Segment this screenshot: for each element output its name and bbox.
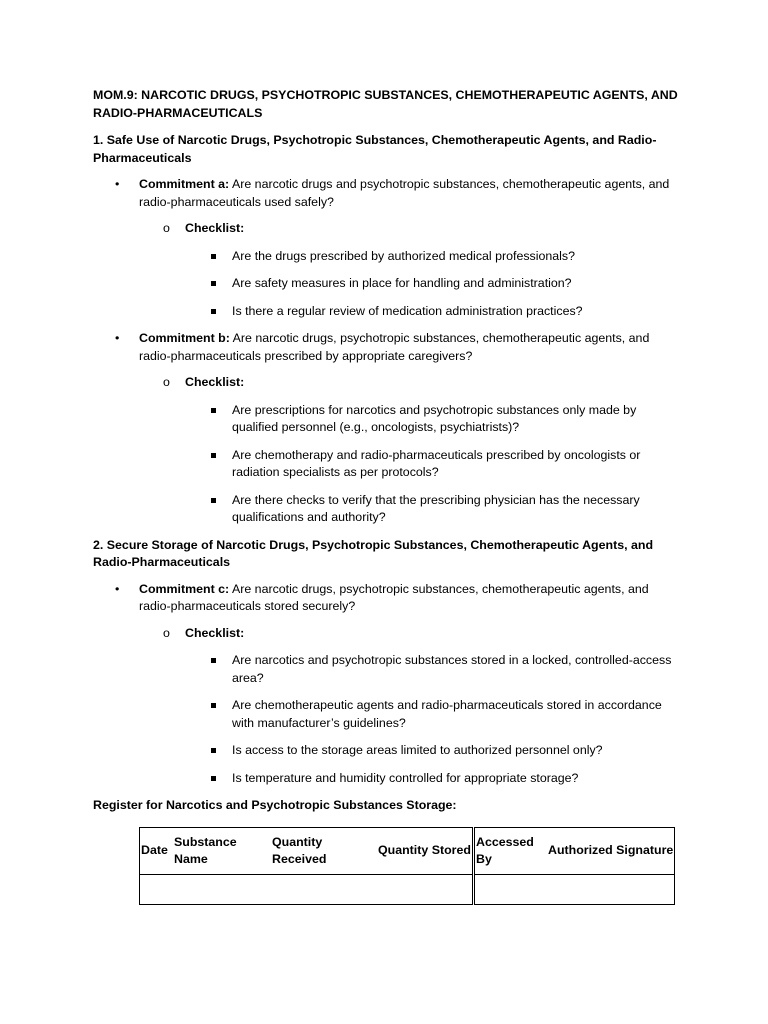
- table-cell[interactable]: [272, 874, 378, 904]
- checklist-item-text: Are there checks to verify that the prescribing physician has the necessary qualifications and authority?: [232, 492, 640, 524]
- checklist-item: [93, 697, 683, 732]
- checklist-marker: o: [163, 375, 170, 389]
- checklist-item-text: Are safety measures in place for handling and administration?: [232, 276, 572, 290]
- commitment-text: Are narcotic drugs, psychotropic substances, chemotherapeutic agents, and radio-pharmaceuticals stored securely?: [139, 581, 649, 613]
- checklist-label: Checklist:: [185, 375, 245, 389]
- register-title: Register for Narcotics and Psychotropic Substances Storage:: [93, 798, 457, 812]
- checklist-item: [93, 303, 683, 321]
- square-bullet-icon: [211, 281, 216, 286]
- checklist-item-text: Are chemotherapy and radio-pharmaceuticals prescribed by oncologists or radiation specialists as per protocols?: [232, 447, 641, 479]
- checklist-heading: [93, 625, 683, 643]
- square-bullet-icon: [211, 748, 216, 753]
- storage-register-table: [139, 827, 675, 905]
- commitment-item: [93, 330, 683, 365]
- checklist-heading: [93, 220, 683, 238]
- checklist-item: [93, 652, 683, 687]
- checklist-item: [93, 447, 683, 482]
- checklist-item-text: Is access to the storage areas limited to authorized personnel only?: [232, 743, 603, 757]
- commitment-text: Are narcotic drugs, psychotropic substances, chemotherapeutic agents, and radio-pharmaceuticals prescribed by appropriate caregivers?: [139, 331, 650, 363]
- square-bullet-icon: [211, 453, 216, 458]
- square-bullet-icon: [211, 498, 216, 503]
- checklist-marker: o: [163, 221, 170, 235]
- section-heading: 2. Secure Storage of Narcotic Drugs, Psychotropic Substances, Chemotherapeutic Agents, and Radio-Pharmaceuticals: [93, 537, 654, 569]
- checklist-item: [93, 492, 683, 527]
- commitment-label: Commitment b:: [139, 331, 230, 345]
- bullet-marker: •: [115, 177, 120, 191]
- bullet-marker: •: [115, 581, 120, 596]
- square-bullet-icon: [211, 703, 216, 708]
- commitment-text: Are narcotic drugs and psychotropic substances, chemotherapeutic agents, and radio-pharmaceuticals used safely?: [139, 177, 670, 209]
- square-bullet-icon: [211, 658, 216, 663]
- commitment-item: [93, 581, 683, 616]
- checklist-label: Checklist:: [185, 625, 245, 640]
- commitment-item: [93, 176, 683, 211]
- checklist-item: [93, 248, 683, 266]
- square-bullet-icon: [211, 776, 216, 781]
- checklist-item: [93, 770, 683, 788]
- commitment-label: Commitment a:: [139, 177, 230, 191]
- header-date: Date: [140, 827, 175, 874]
- checklist-item-text: Are chemotherapeutic agents and radio-pharmaceuticals stored in accordance with manufacturer’s guidelines?: [232, 698, 662, 730]
- document-page: [93, 87, 683, 905]
- header-authorized-signature: Authorized Signature: [548, 827, 675, 874]
- document-title: MOM.9: NARCOTIC DRUGS, PSYCHOTROPIC SUBSTANCES, CHEMOTHERAPEUTIC AGENTS, AND RADIO-PHARMACEUTICALS: [93, 88, 678, 120]
- commitment-label: Commitment c:: [139, 581, 230, 596]
- square-bullet-icon: [211, 309, 216, 314]
- header-quantity-stored: Quantity Stored: [378, 827, 474, 874]
- checklist-marker: o: [163, 625, 170, 640]
- checklist-item-text: Are prescriptions for narcotics and psychotropic substances only made by qualified personnel (e.g., oncologists, psychiatrists)?: [232, 402, 637, 434]
- table-cell[interactable]: [548, 874, 675, 904]
- checklist-item: [93, 275, 683, 293]
- table-cell[interactable]: [140, 874, 175, 904]
- table-row: [140, 874, 675, 904]
- table-header-row: [140, 827, 675, 874]
- checklist-item-text: Is there a regular review of medication administration practices?: [232, 303, 583, 318]
- section-heading: 1. Safe Use of Narcotic Drugs, Psychotropic Substances, Chemotherapeutic Agents, and Radio-Pharmaceuticals: [93, 133, 657, 165]
- square-bullet-icon: [211, 408, 216, 413]
- checklist-item-text: Are narcotics and psychotropic substances stored in a locked, controlled-access area?: [232, 653, 672, 685]
- table-cell[interactable]: [174, 874, 272, 904]
- square-bullet-icon: [211, 254, 216, 259]
- bullet-marker: •: [115, 331, 120, 345]
- table-cell[interactable]: [474, 874, 549, 904]
- checklist-label: Checklist:: [185, 221, 245, 235]
- header-substance-name: Substance Name: [174, 827, 272, 874]
- header-quantity-received: Quantity Received: [272, 827, 378, 874]
- checklist-item-text: Are the drugs prescribed by authorized medical professionals?: [232, 248, 575, 263]
- header-accessed-by: Accessed By: [474, 827, 549, 874]
- checklist-item-text: Is temperature and humidity controlled for appropriate storage?: [232, 770, 579, 785]
- checklist-item: [93, 742, 683, 760]
- table-cell[interactable]: [378, 874, 474, 904]
- checklist-item: [93, 402, 683, 437]
- checklist-heading: [93, 374, 683, 392]
